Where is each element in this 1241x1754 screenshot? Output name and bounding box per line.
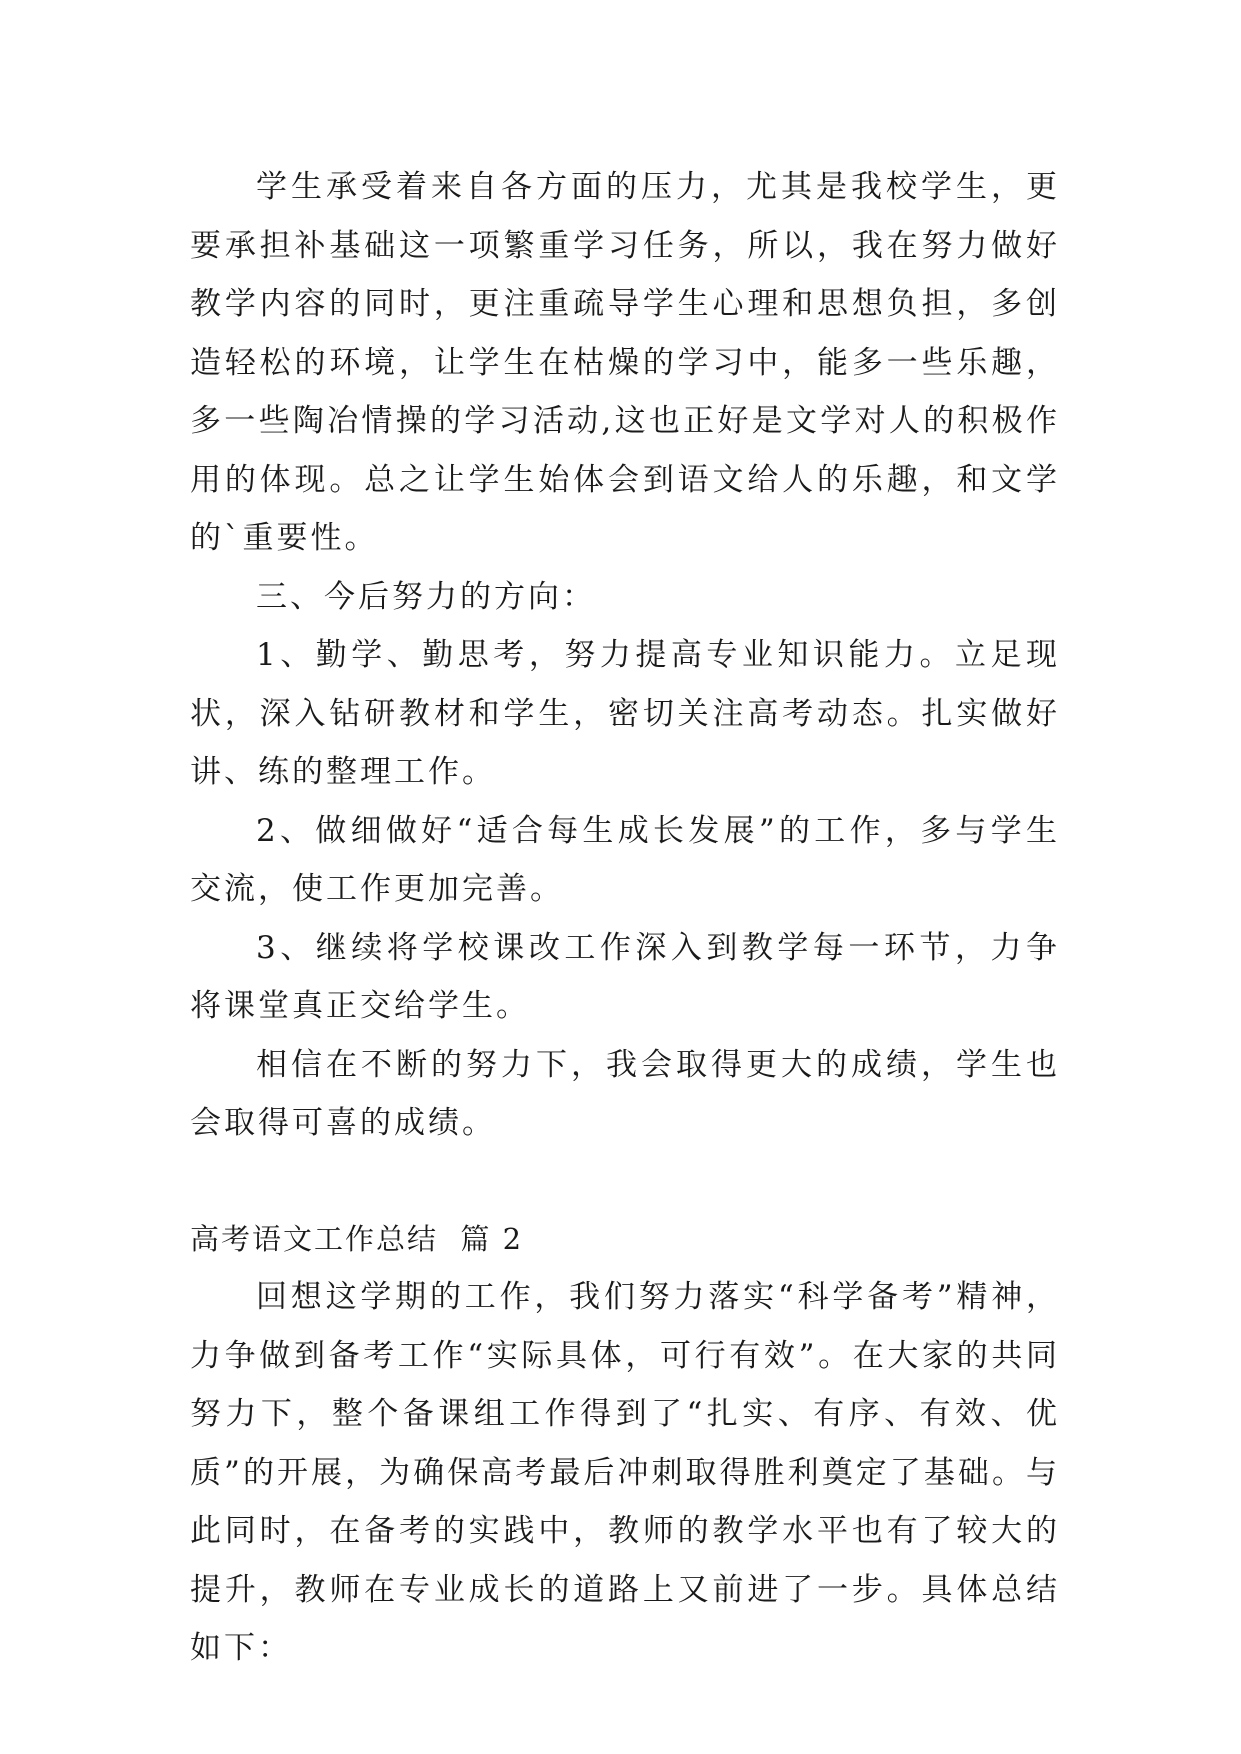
paragraph-item-2: 2、做细做好“适合每生成长发展”的工作，多与学生交流，使工作更加完善。 xyxy=(190,812,1060,907)
paragraph-item-3: 3、继续将学校课改工作深入到教学每一环节，力争将课堂真正交给学生。 xyxy=(190,929,1060,1024)
section-heading: 高考语文工作总结 篇 2 xyxy=(190,1221,524,1256)
paragraph-future-direction-heading: 三、今后努力的方向： xyxy=(256,578,596,615)
document-body xyxy=(190,158,1060,1678)
paragraph-conclusion: 相信在不断的努力下，我会取得更大的成绩，学生也会取得可喜的成绩。 xyxy=(190,1046,1060,1141)
paragraph-review: 回想这学期的工作，我们努力落实“科学备考”精神，力争做到备考工作“实际具体，可行有效”。在大家的共同努力下，整个备课组工作得到了“扎实、有序、有效、优质”的开展，为确保高考最后冲刺取得胜利奠定了基础。与此同时，在备考的实践中，教师的教学水平也有了较大的提升，教师在专业成长的道路上又前进了一步。具体总结如下： xyxy=(190,1279,1060,1666)
paragraph-student-pressure: 学生承受着来自各方面的压力，尤其是我校学生，更要承担补基础这一项繁重学习任务，所以，我在努力做好教学内容的同时，更注重疏导学生心理和思想负担，多创造轻松的环境，让学生在枯燥的学习中，能多一些乐趣，多一些陶冶情操的学习活动,这也正好是文学对人的积极作用的体现。总之让学生始体会到语文给人的乐趣，和文学的`重要性。 xyxy=(190,169,1060,556)
paragraph-item-1: 1、勤学、勤思考，努力提高专业知识能力。立足现状，深入钻研教材和学生，密切关注高考动态。扎实做好讲、练的整理工作。 xyxy=(190,637,1060,790)
